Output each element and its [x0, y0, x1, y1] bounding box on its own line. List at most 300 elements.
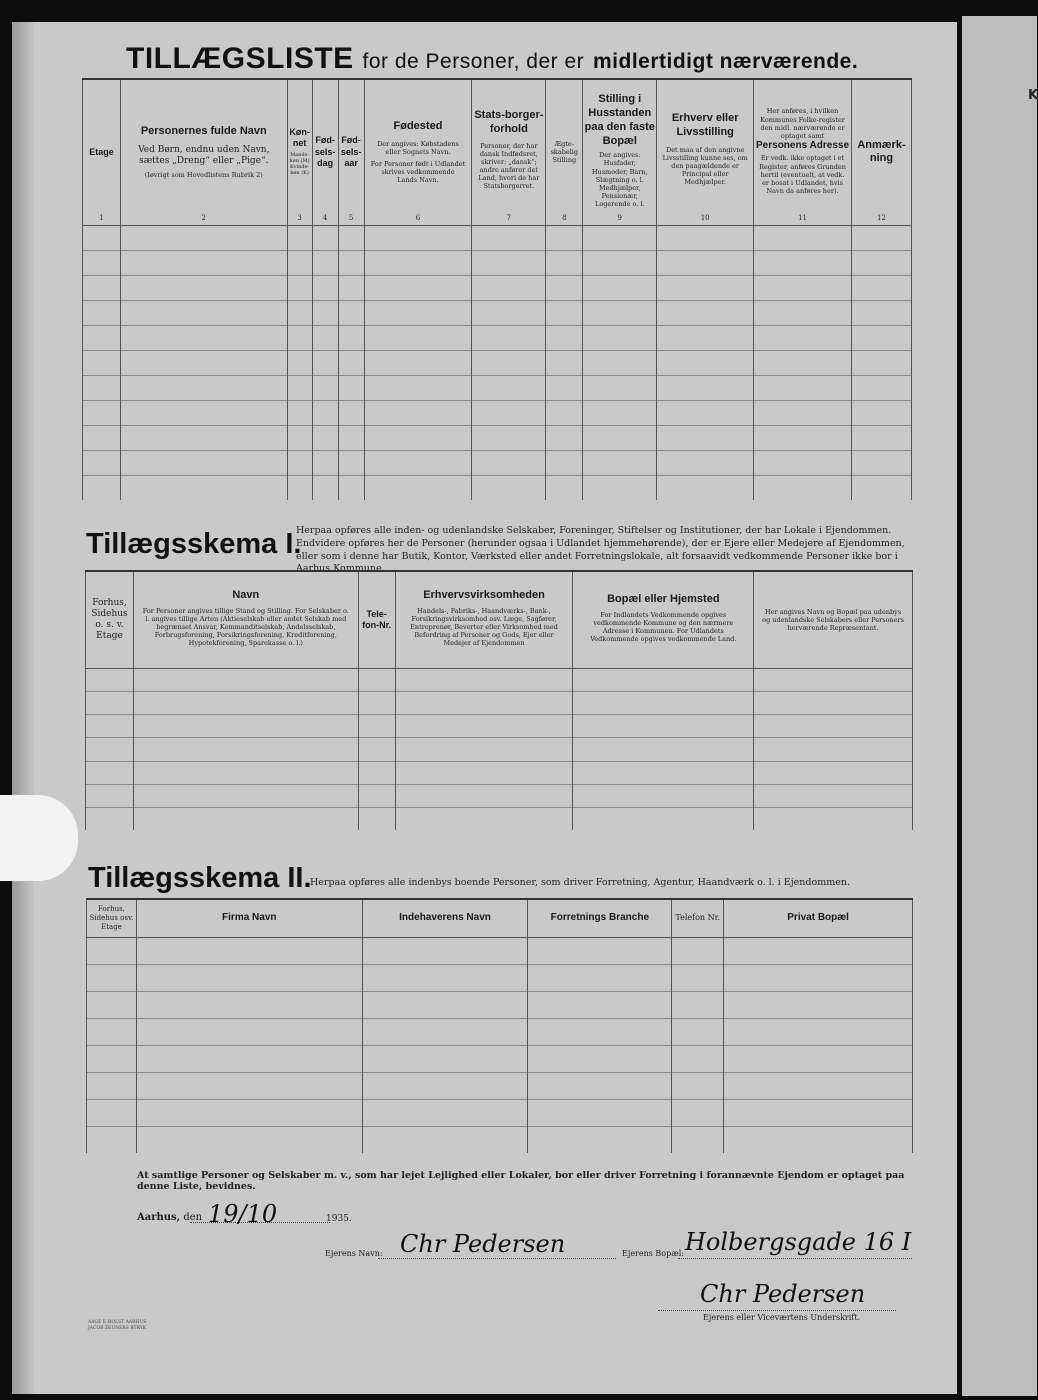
table-cell [395, 715, 573, 738]
skema2-title: Tillægsskema II. [88, 862, 312, 894]
table-cell [472, 400, 546, 425]
table-cell [136, 937, 362, 964]
table-cell [86, 738, 134, 761]
s2-col-firm: Firma Navn [136, 899, 362, 937]
table-cell [851, 250, 911, 275]
table-cell [546, 425, 583, 450]
thumb-holding-page [0, 795, 78, 881]
table-cell [546, 400, 583, 425]
table-cell [528, 991, 672, 1018]
table-cell [120, 250, 287, 275]
table-row [83, 425, 912, 450]
table-cell [120, 300, 287, 325]
s1-col-name: Navn For Personer angives tillige Stand og Stilling. For Selskaber o. l. angives tillige Arten (Aktieselskab eller andet Selskab med begrænset Ansvar, Kommanditselskab, Andelsselskab, Forbrugsforening, Forsikringsforening, Kreditforening, Hypotekforening, Sparekasse o. l.) [133, 571, 358, 669]
table-cell [546, 475, 583, 500]
table-cell [546, 250, 583, 275]
table-cell [657, 450, 754, 475]
table-cell [136, 964, 362, 991]
table-cell [87, 964, 137, 991]
table-cell [546, 300, 583, 325]
table-cell [362, 964, 528, 991]
table-row [87, 991, 913, 1018]
table-row [87, 1018, 913, 1045]
table-cell [87, 1072, 137, 1099]
page-title [126, 42, 858, 76]
table-cell [338, 350, 364, 375]
table-cell [851, 425, 911, 450]
s2-col-branch: Forretnings Branche [528, 899, 672, 937]
table-cell [136, 1018, 362, 1045]
table-cell [133, 669, 358, 692]
table-cell [546, 225, 583, 250]
table-cell [136, 991, 362, 1018]
table-cell [583, 250, 657, 275]
table-cell [724, 1099, 913, 1126]
table-cell [312, 300, 338, 325]
table-cell [395, 807, 573, 830]
table-cell [754, 225, 852, 250]
table-cell [546, 275, 583, 300]
table-cell [528, 1072, 672, 1099]
table-row [83, 350, 912, 375]
table-cell [83, 350, 121, 375]
table-cell [472, 225, 546, 250]
table-cell [362, 1018, 528, 1045]
table-cell [312, 375, 338, 400]
col-gender: Køn-net Mands-køn (M) Kvinde-køn (K) 3 [287, 79, 312, 225]
table-cell [546, 450, 583, 475]
owner-name-handwritten: Chr Pedersen [400, 1230, 566, 1258]
table-cell [87, 991, 137, 1018]
s1-col-representative: Her angives Navn og Bopæl paa udenbys og udenlandske Selskabers eller Personers herværende Repræsentant. [754, 571, 913, 669]
table-cell [657, 300, 754, 325]
table-cell [546, 375, 583, 400]
table-row [86, 784, 913, 807]
table-cell [87, 1099, 137, 1126]
table-cell [133, 784, 358, 807]
table-cell [87, 1045, 137, 1072]
table-cell [573, 761, 754, 784]
table-cell [133, 761, 358, 784]
table-cell [83, 450, 121, 475]
title-rest: for de Personer, der er [362, 50, 585, 73]
table-cell [851, 275, 911, 300]
table-cell [851, 300, 911, 325]
col-birthplace: Fødested Der angives: Købstadens eller Sognets Navn. For Personer født i Udlandet skrives vedkommende Lands Navn. 6 [364, 79, 472, 225]
city: Aarhus, [137, 1212, 181, 1223]
table-cell [754, 300, 852, 325]
table-cell [83, 300, 121, 325]
table-cell [364, 425, 472, 450]
table-cell [86, 669, 134, 692]
table-cell [120, 275, 287, 300]
table-cell [83, 475, 121, 500]
col-citizenship: Stats-borger-forhold Personer, der har dansk Indfødsret, skriver: „dansk“; andre anfører det Land, hvori de har Statsborgerret. 7 [472, 79, 546, 225]
table-cell [312, 350, 338, 375]
col-address: Her anføres, i hvilken Kommunes Folke-register den midl. nærværende er optaget samt Personens Adresse Er vedk. ikke optaget i et Register, anføres Grunden hertil (eventuelt, at vedk. er bosat i Udlandet, hvis Navn da anføres her). 11 [754, 79, 852, 225]
table-cell [583, 300, 657, 325]
table-cell [583, 400, 657, 425]
owner-name-label: Ejerens Navn: [325, 1249, 383, 1258]
table-cell [583, 425, 657, 450]
table-cell [312, 275, 338, 300]
table-row [86, 669, 913, 692]
table-cell [362, 1126, 528, 1153]
table-cell [851, 325, 911, 350]
table-cell [754, 669, 913, 692]
table-cell [133, 692, 358, 715]
attestation-statement: At samtlige Personer og Selskaber m. v., som har lejet Lejlighed eller Lokaler, bor eller driver Forretning i forannævnte Ejendom er optaget paa denne Liste, bevidnes. [137, 1170, 905, 1192]
table-cell [573, 784, 754, 807]
table-row [87, 1099, 913, 1126]
table-cell [358, 784, 395, 807]
table-cell [472, 325, 546, 350]
table-cell [364, 400, 472, 425]
table-cell [364, 375, 472, 400]
table-cell [573, 669, 754, 692]
table-cell [338, 300, 364, 325]
table-cell [754, 450, 852, 475]
table-cell [87, 1126, 137, 1153]
table-cell [133, 738, 358, 761]
table-cell [120, 375, 287, 400]
table-cell [120, 325, 287, 350]
table-cell [86, 807, 134, 830]
col-name: Personernes fulde Navn Ved Børn, endnu uden Navn, sættes „Dreng“ eller „Pige“. (Iøvrigt som Hovedlistens Rubrik 2) 2 [120, 79, 287, 225]
table-cell [528, 937, 672, 964]
table-cell [528, 1045, 672, 1072]
table-cell [672, 1018, 724, 1045]
table-row [83, 450, 912, 475]
table-cell [364, 275, 472, 300]
table-row [87, 937, 913, 964]
skema2-rows [87, 937, 913, 1153]
table-cell [364, 225, 472, 250]
table-cell [583, 350, 657, 375]
table-cell [362, 937, 528, 964]
table-cell [754, 738, 913, 761]
table-cell [358, 715, 395, 738]
table-cell [754, 692, 913, 715]
col-birthday: Fød-sels-dag 4 [312, 79, 338, 225]
table-cell [364, 250, 472, 275]
table-cell [312, 450, 338, 475]
table-cell [546, 325, 583, 350]
table-row [86, 738, 913, 761]
table-row [83, 275, 912, 300]
table-cell [754, 761, 913, 784]
table-cell [724, 1072, 913, 1099]
table-cell [338, 450, 364, 475]
table-cell [136, 1045, 362, 1072]
table-cell [395, 692, 573, 715]
table-row [87, 1126, 913, 1153]
table-cell [851, 375, 911, 400]
table-cell [287, 275, 312, 300]
s2-col-private-address: Privat Bopæl [724, 899, 913, 937]
table-cell [120, 225, 287, 250]
s2-col-owner: Indehaverens Navn [362, 899, 528, 937]
table-cell [657, 375, 754, 400]
table-cell [338, 250, 364, 275]
table-cell [312, 250, 338, 275]
table-cell [362, 991, 528, 1018]
col-etage: Etage 1 [83, 79, 121, 225]
table-cell [362, 1072, 528, 1099]
table-cell [672, 1045, 724, 1072]
skema1-description: Herpaa opføres alle inden- og udenlandske Selskaber, Foreninger, Stiftelser og Institutioner, der har Lokale i Ejendommen. Endvidere opføres her de Personer (herunder ogsaa i Udlandet hjemmehørende), der er Ejere eller Medejere af Ejendommen, eller som i denne har Butik, Kontor, Værksted eller andet Forretningslokale, alt forsaavidt vedkommende Personer ikke bor i Aarhus Kommune. [296, 525, 905, 575]
table-cell [312, 225, 338, 250]
table-row [83, 375, 912, 400]
table-cell [287, 450, 312, 475]
table-cell [120, 425, 287, 450]
table-cell [528, 1018, 672, 1045]
table-cell [546, 350, 583, 375]
table-cell [395, 784, 573, 807]
table-cell [120, 450, 287, 475]
skema1-table [85, 570, 913, 830]
title-main: TILLÆGSLISTE [126, 42, 354, 75]
table-cell [364, 350, 472, 375]
table-cell [287, 400, 312, 425]
table-cell [312, 400, 338, 425]
table-cell [86, 761, 134, 784]
main-list-table [82, 78, 912, 500]
table-row [87, 1045, 913, 1072]
table-cell [338, 475, 364, 500]
table-cell [338, 275, 364, 300]
table-cell [472, 300, 546, 325]
skema1-title: Tillægsskema I. [86, 528, 302, 560]
table-cell [86, 692, 134, 715]
table-cell [754, 425, 852, 450]
table-row [83, 400, 912, 425]
table-cell [724, 1126, 913, 1153]
table-row [86, 692, 913, 715]
printer-mark: AAGE E HOLST AARHUS JACOB ZEUNERS BTRYK [88, 1320, 147, 1331]
table-cell [657, 400, 754, 425]
table-cell [338, 400, 364, 425]
col-marital: Ægte-skabelig Stilling 8 [546, 79, 583, 225]
table-cell [657, 475, 754, 500]
table-cell [754, 715, 913, 738]
table-cell [583, 450, 657, 475]
table-cell [472, 375, 546, 400]
table-row [83, 325, 912, 350]
skema2-description: Herpaa opføres alle indenbys boende Personer, som driver Forretning, Agentur, Haandværk o. l. i Ejendommen. [310, 877, 850, 888]
table-cell [287, 300, 312, 325]
table-cell [120, 350, 287, 375]
table-cell [136, 1099, 362, 1126]
table-cell [724, 1018, 913, 1045]
table-cell [287, 475, 312, 500]
s1-col-etage: Forhus, Sidehus o. s. v. Etage [86, 571, 134, 669]
table-cell [573, 692, 754, 715]
table-cell [672, 1072, 724, 1099]
col-occupation: Erhverv eller Livsstilling Det maa af den angivne Livsstilling kunne ses, om den paagældende er Principal eller Medhjælper. 10 [657, 79, 754, 225]
table-cell [754, 475, 852, 500]
table-cell [573, 715, 754, 738]
table-cell [287, 325, 312, 350]
table-cell [83, 225, 121, 250]
s2-col-phone: Telefon Nr. [672, 899, 724, 937]
table-cell [83, 425, 121, 450]
table-cell [312, 475, 338, 500]
adjacent-page-letter: K [1028, 88, 1038, 103]
table-cell [754, 400, 852, 425]
table-cell [851, 225, 911, 250]
table-cell [754, 325, 852, 350]
table-cell [120, 475, 287, 500]
table-cell [657, 250, 754, 275]
table-cell [358, 807, 395, 830]
table-cell [528, 1099, 672, 1126]
den-label: den [183, 1212, 203, 1223]
table-cell [338, 325, 364, 350]
table-row [83, 250, 912, 275]
table-row [87, 1072, 913, 1099]
signature-label: Ejerens eller Viceværtens Underskrift. [703, 1313, 861, 1322]
table-cell [136, 1072, 362, 1099]
table-cell [364, 325, 472, 350]
table-cell [851, 400, 911, 425]
table-cell [573, 807, 754, 830]
table-cell [724, 964, 913, 991]
table-cell [672, 937, 724, 964]
table-cell [83, 325, 121, 350]
table-cell [851, 475, 911, 500]
table-row [86, 715, 913, 738]
table-row [86, 761, 913, 784]
s1-col-phone: Tele-fon-Nr. [358, 571, 395, 669]
table-cell [312, 425, 338, 450]
table-cell [364, 475, 472, 500]
table-row [87, 964, 913, 991]
table-cell [395, 669, 573, 692]
table-cell [87, 937, 137, 964]
table-cell [657, 350, 754, 375]
table-cell [583, 375, 657, 400]
table-cell [724, 1045, 913, 1072]
year: 1935. [326, 1214, 352, 1224]
table-cell [672, 1099, 724, 1126]
table-cell [133, 715, 358, 738]
table-cell [338, 425, 364, 450]
adjacent-page [962, 16, 1037, 1396]
table-cell [287, 350, 312, 375]
table-cell [583, 275, 657, 300]
table-cell [83, 250, 121, 275]
table-cell [672, 991, 724, 1018]
owner-address-handwritten: Holbergsgade 16 I [685, 1228, 912, 1256]
table-cell [754, 784, 913, 807]
table-row [83, 225, 912, 250]
table-cell [83, 400, 121, 425]
table-cell [338, 375, 364, 400]
table-cell [657, 325, 754, 350]
table-cell [287, 250, 312, 275]
col-remark: Anmærk-ning 12 [851, 79, 911, 225]
table-row [83, 300, 912, 325]
table-cell [472, 250, 546, 275]
title-bold-end: midlertidigt nærværende. [592, 50, 859, 73]
date-handwritten: 19/10 [208, 1200, 278, 1228]
table-cell [583, 475, 657, 500]
table-cell [472, 350, 546, 375]
table-cell [364, 300, 472, 325]
table-cell [754, 375, 852, 400]
table-cell [83, 375, 121, 400]
owner-signature: Chr Pedersen [700, 1280, 866, 1308]
table-cell [754, 275, 852, 300]
table-cell [395, 761, 573, 784]
table-cell [362, 1045, 528, 1072]
table-cell [583, 325, 657, 350]
table-cell [583, 225, 657, 250]
table-cell [395, 738, 573, 761]
table-cell [287, 375, 312, 400]
table-cell [87, 1018, 137, 1045]
table-cell [287, 425, 312, 450]
table-cell [724, 937, 913, 964]
table-cell [362, 1099, 528, 1126]
table-cell [338, 225, 364, 250]
table-row [83, 475, 912, 500]
table-cell [472, 475, 546, 500]
main-list-rows [83, 225, 912, 500]
table-cell [358, 761, 395, 784]
table-cell [133, 807, 358, 830]
table-cell [358, 692, 395, 715]
s2-col-etage: Forhus, Sidehus osv. Etage [87, 899, 137, 937]
table-cell [287, 225, 312, 250]
col-household: Stilling i Husstanden paa den faste Bopæl Der angives: Husfader, Husmoder, Barn, Slægtning o. l. Medhjælper, Pensionær, Logerende o. l. 9 [583, 79, 657, 225]
table-cell [754, 807, 913, 830]
table-cell [472, 275, 546, 300]
table-cell [851, 450, 911, 475]
table-cell [672, 1126, 724, 1153]
table-cell [83, 275, 121, 300]
table-cell [528, 1126, 672, 1153]
table-cell [472, 450, 546, 475]
table-cell [472, 425, 546, 450]
table-cell [724, 991, 913, 1018]
table-cell [851, 350, 911, 375]
table-cell [364, 450, 472, 475]
s1-col-residence: Bopæl eller Hjemsted For Indlandets Vedkommende opgives vedkommende Kommune og den nærmere Adresse i Kommunen. For Udlandets Vedkommende opgives vedkommende Land. [573, 571, 754, 669]
table-cell [672, 964, 724, 991]
table-cell [86, 784, 134, 807]
table-row [86, 807, 913, 830]
table-cell [657, 425, 754, 450]
table-cell [358, 738, 395, 761]
table-cell [528, 964, 672, 991]
col-birthyear: Fød-sels-aar 5 [338, 79, 364, 225]
table-cell [358, 669, 395, 692]
table-cell [86, 715, 134, 738]
table-cell [754, 350, 852, 375]
owner-address-label: Ejerens Bopæl: [622, 1249, 685, 1258]
table-cell [657, 275, 754, 300]
table-cell [754, 250, 852, 275]
table-cell [136, 1126, 362, 1153]
skema2-table [86, 898, 913, 1153]
s1-col-business: Erhvervsvirksomheden Handels-, Fabriks-, Haandværks-, Bank-, Forsikringsvirksomhed osv. Læge, Sagfører, Entreprenør, Beverter eller Virksomhed med Befordring af Personer og Gods, Ejer eller Medejer af Ejendommen [395, 571, 573, 669]
table-cell [120, 400, 287, 425]
table-cell [657, 225, 754, 250]
skema1-rows [86, 669, 913, 830]
table-cell [573, 738, 754, 761]
